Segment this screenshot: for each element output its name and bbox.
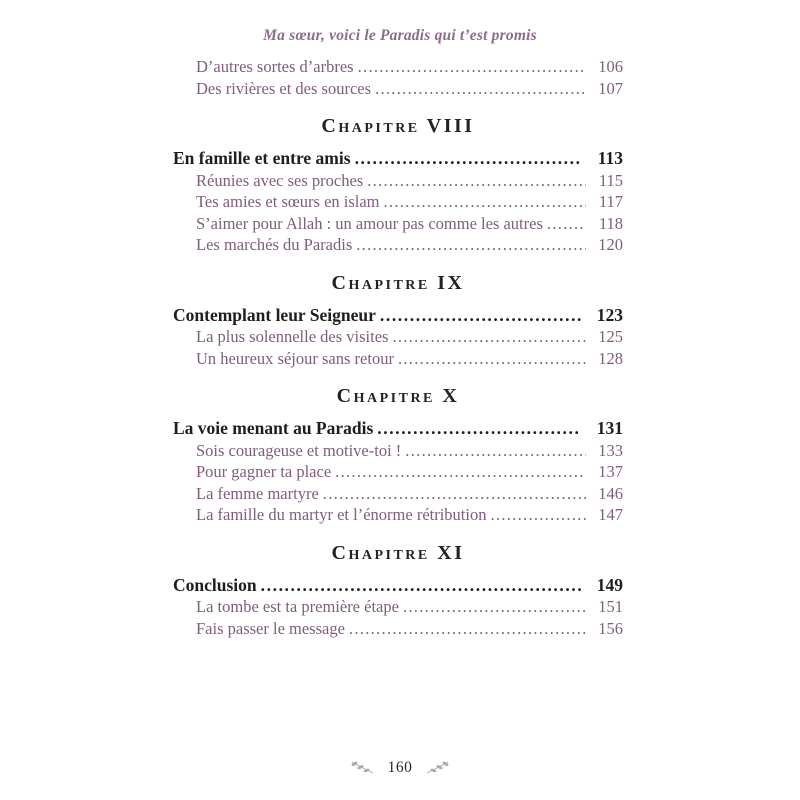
toc-entry (173, 418, 623, 440)
toc-entry-page: 128 (598, 348, 623, 368)
toc-entry (173, 234, 623, 256)
chapter-heading: Chapitre IX (331, 271, 465, 294)
toc-entry-page: 146 (598, 483, 623, 503)
toc-entry-page: 151 (598, 597, 623, 616)
laurel-left-icon (350, 761, 375, 775)
dot-leader (405, 440, 586, 462)
toc-entry (173, 575, 623, 597)
toc-entry (173, 56, 623, 78)
table-of-contents (173, 56, 623, 639)
dot-leader (358, 56, 586, 78)
toc-entry-label: D’autres sortes d’arbres (196, 57, 354, 76)
dot-leader (403, 596, 586, 618)
toc-entry-page: 147 (598, 505, 623, 524)
toc-entry-page: 123 (596, 304, 623, 325)
toc-entry (173, 483, 623, 505)
dot-leader (367, 170, 586, 192)
toc-entry-page: 106 (598, 57, 623, 76)
laurel-right-icon (425, 761, 450, 775)
toc-entry-label: Réunies avec ses proches (196, 170, 364, 190)
chapter-heading: Chapitre X (336, 385, 460, 407)
toc-entry-page: 149 (596, 574, 623, 595)
toc-entry-page: 125 (598, 327, 623, 346)
toc-entry-label: Tes amies et sœurs en islam (196, 192, 380, 211)
toc-entry-label: Sois courageuse et motive-toi ! (196, 440, 402, 460)
toc-entry-label: Pour gagner ta place (196, 462, 332, 481)
toc-entry-page: 113 (597, 148, 623, 168)
dot-leader (261, 575, 581, 597)
toc-entry-page: 107 (598, 78, 623, 98)
toc-entry-page: 117 (598, 192, 623, 211)
dot-leader (547, 213, 586, 235)
toc-entry-label: La tombe est ta première étape (196, 597, 399, 616)
dot-leader (323, 483, 586, 505)
toc-entry-page: 133 (598, 440, 623, 460)
dot-leader (356, 234, 586, 256)
dot-leader (392, 326, 586, 348)
page-footer (0, 759, 800, 777)
dot-leader (335, 461, 586, 483)
toc-entry-label: La voie menant au Paradis (173, 418, 374, 438)
toc-entry-label: Un heureux séjour sans retour (196, 348, 394, 368)
dot-leader (355, 148, 581, 170)
dot-leader (384, 191, 586, 213)
toc-entry-label: La famille du martyr et l’énorme rétribution (196, 505, 487, 524)
toc-entry-label: S’aimer pour Allah : un amour pas comme les autres (196, 213, 543, 233)
footer-page-number: 160 (387, 759, 413, 776)
toc-entry-label: Contemplant leur Seigneur (173, 304, 376, 325)
toc-entry (173, 348, 623, 370)
dot-leader (490, 504, 586, 526)
toc-entry-page: 156 (598, 618, 623, 638)
dot-leader (377, 418, 581, 440)
toc-entry-label: Les marchés du Paradis (196, 235, 353, 254)
toc-entry (173, 504, 623, 526)
toc-entry (173, 213, 623, 235)
toc-entry (173, 148, 623, 170)
toc-entry-label: La femme martyre (196, 483, 319, 503)
toc-entry-label: La plus solennelle des visites (196, 327, 389, 346)
toc-entry (173, 78, 623, 100)
dot-leader (398, 348, 586, 370)
running-title: Ma sœur, voici le Paradis qui t’est promis (263, 27, 537, 44)
toc-entry-page: 118 (598, 213, 623, 233)
toc-entry (173, 326, 623, 348)
dot-leader (380, 305, 581, 327)
chapter-heading: Chapitre VIII (321, 115, 475, 137)
toc-entry-page: 137 (598, 462, 623, 481)
toc-entry-label: Des rivières et des sources (196, 78, 372, 98)
toc-entry (173, 191, 623, 213)
toc-entry (173, 596, 623, 618)
toc-entry-page: 120 (598, 235, 623, 254)
toc-entry (173, 618, 623, 640)
toc-entry (173, 461, 623, 483)
toc-entry-page: 131 (596, 418, 623, 438)
dot-leader (349, 618, 586, 640)
toc-entry-label: Fais passer le message (196, 618, 345, 638)
toc-entry-label: Conclusion (173, 574, 257, 595)
toc-entry-page: 115 (598, 170, 623, 190)
toc-entry (173, 440, 623, 462)
toc-entry (173, 305, 623, 327)
toc-entry-label: En famille et entre amis (173, 148, 351, 168)
dot-leader (375, 78, 586, 100)
toc-entry (173, 170, 623, 192)
chapter-heading: Chapitre XI (331, 541, 465, 564)
